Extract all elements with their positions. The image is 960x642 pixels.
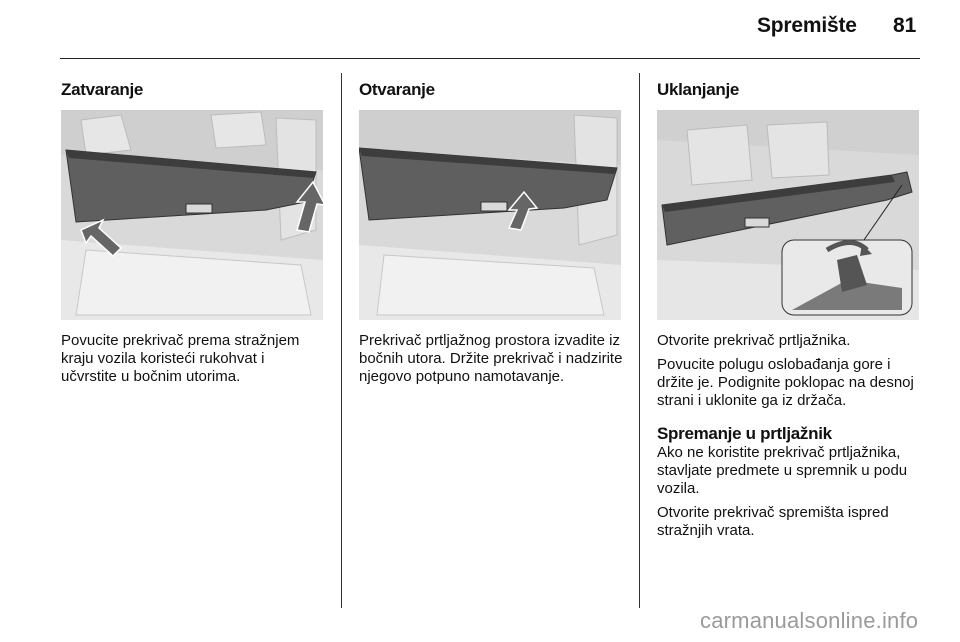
- section-closing: [61, 80, 323, 386]
- cargo-cover-opening-illustration: [359, 110, 621, 320]
- removal-paragraph-2: Povucite polugu oslobađanja gore i držite je. Podignite poklopac na desnoj strani i uklonite ga iz držača.: [657, 356, 914, 409]
- opening-instructions: Prekrivač prtljažnog prostora izvadite iz bočnih utora. Držite prekrivač i nadzirite njegovo potpuno namotavanje.: [359, 332, 623, 385]
- closing-instructions: Povucite prekrivač prema stražnjem kraju vozila koristeći rukohvat i učvrstite u bočnim utorima.: [61, 332, 300, 385]
- section-removal: [657, 80, 919, 540]
- cargo-cover-closing-illustration: [61, 110, 323, 320]
- column-divider-1: [341, 73, 342, 608]
- removal-paragraph-1: Otvorite prekrivač prtljažnika.: [657, 332, 851, 349]
- section-opening: [359, 80, 621, 386]
- subsection-heading: Spremanje u prtljažnik: [657, 424, 832, 443]
- header-rule: [60, 58, 920, 59]
- watermark: carmanualsonline.info: [700, 608, 919, 633]
- cargo-cover-removal-illustration: [657, 110, 919, 320]
- section-heading: Uklanjanje: [657, 80, 740, 99]
- storage-paragraph-2: Otvorite prekrivač spremišta ispred stražnjih vrata.: [657, 504, 889, 539]
- section-heading: Zatvaranje: [61, 80, 144, 99]
- page-header-title: Spremište: [757, 14, 857, 37]
- section-heading: Otvaranje: [359, 80, 435, 99]
- column-divider-2: [639, 73, 640, 608]
- storage-paragraph-1: Ako ne koristite prekrivač prtljažnika, stavljate predmete u spremnik u podu vozila.: [657, 444, 908, 497]
- page-number: 81: [893, 14, 917, 37]
